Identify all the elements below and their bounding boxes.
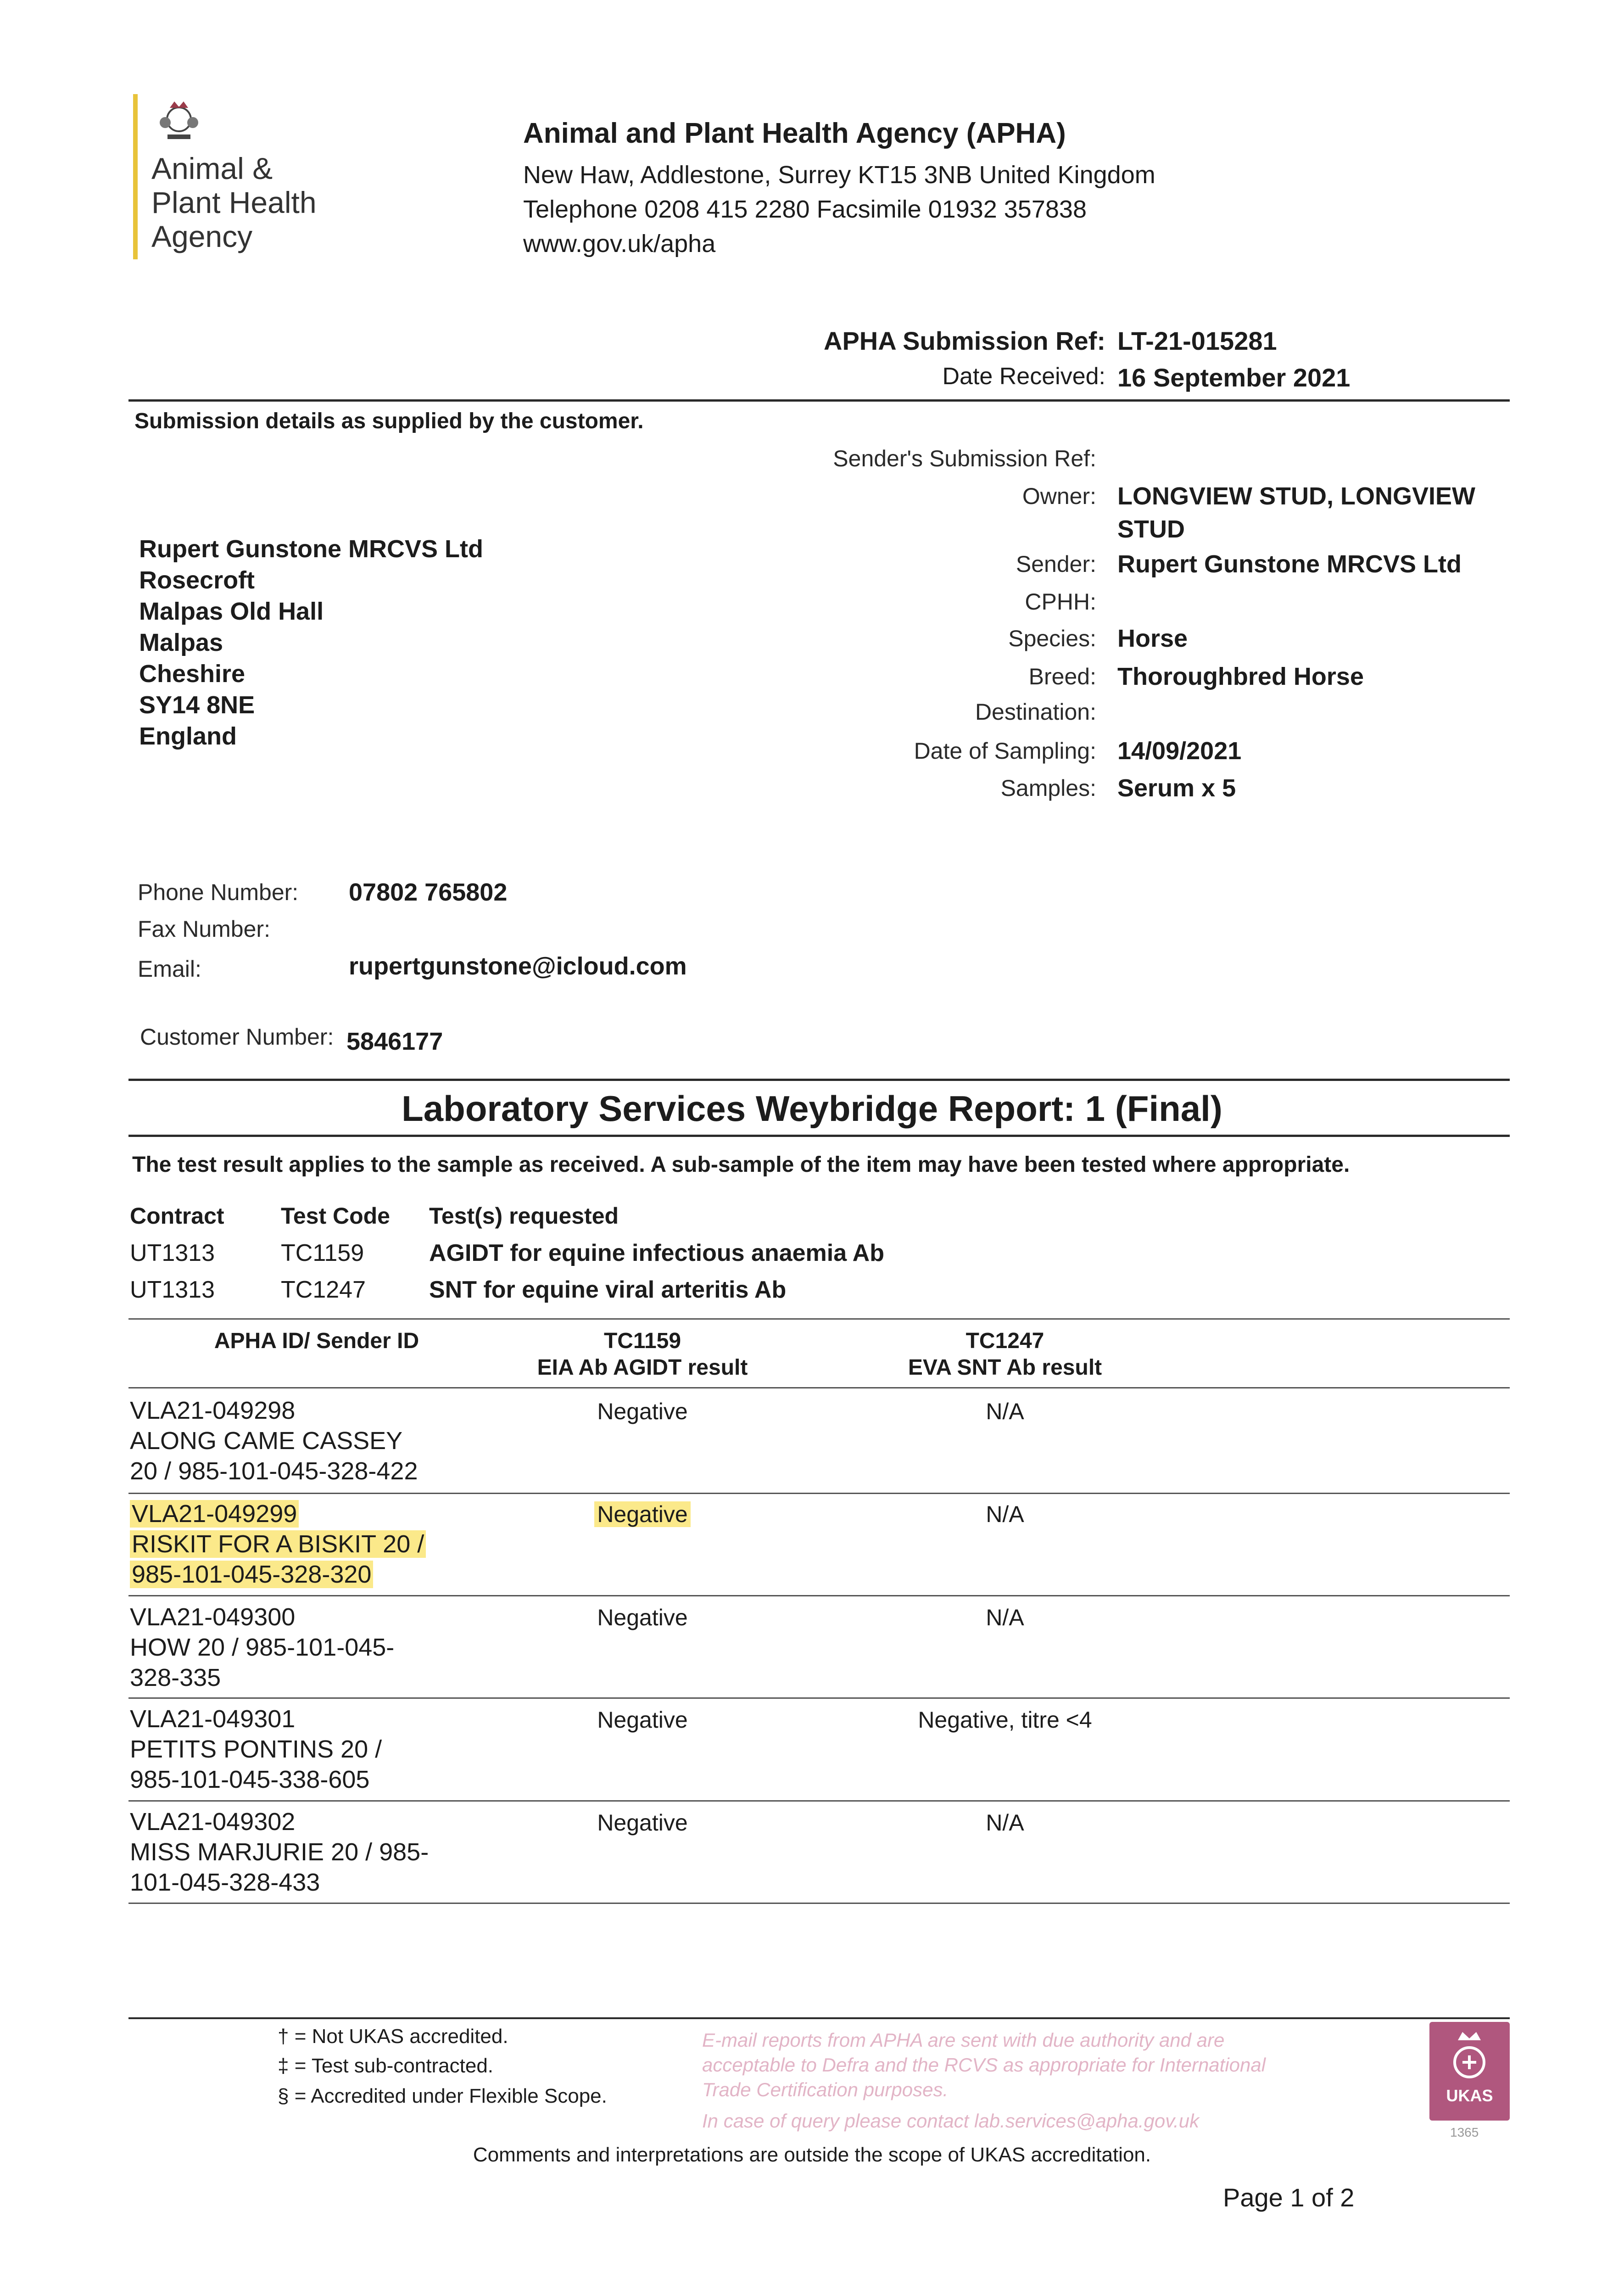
ukas-number: 1365 xyxy=(1450,2125,1479,2139)
tests-requested-header: Test(s) requested xyxy=(429,1203,619,1229)
test-requested-cell: AGIDT for equine infectious anaemia Ab xyxy=(429,1240,884,1266)
eva-result-header xyxy=(863,1328,1147,1381)
table-row xyxy=(130,1395,418,1486)
fax-label: Fax Number: xyxy=(138,916,270,942)
sender-id: 985-101-045-338-605 xyxy=(130,1766,370,1793)
agency-address: New Haw, Addlestone, Surrey KT15 3NB United Kingdom xyxy=(523,161,1155,189)
address-line: Cheshire xyxy=(139,660,246,688)
apha-id: VLA21-049299 xyxy=(130,1500,299,1528)
samples-label: Samples: xyxy=(1000,775,1096,801)
address-line: SY14 8NE xyxy=(139,691,255,719)
sender-value: Rupert Gunstone MRCVS Ltd xyxy=(1117,550,1462,578)
address-line: Rosecroft xyxy=(139,566,255,594)
table-row xyxy=(130,1807,429,1898)
sender-id: ALONG CAME CASSEY xyxy=(130,1427,403,1455)
eva-code: TC1247 xyxy=(965,1329,1044,1353)
apha-id: VLA21-049300 xyxy=(130,1603,296,1631)
eva-result: N/A xyxy=(986,1605,1024,1630)
submission-details-heading: Submission details as supplied by the customer. xyxy=(134,409,644,433)
report-title: Laboratory Services Weybridge Report: 1 (Final) xyxy=(402,1088,1222,1129)
date-received-label: Date Received: xyxy=(942,363,1105,390)
eia-result: Negative xyxy=(594,1501,690,1527)
sender-id: 20 / 985-101-045-328-422 xyxy=(130,1457,418,1485)
test-code-header: Test Code xyxy=(281,1203,390,1229)
sender-id: PETITS PONTINS 20 / xyxy=(130,1735,382,1763)
royal-crest-icon xyxy=(151,94,206,145)
sender-id-line xyxy=(130,1529,426,1559)
table-divider xyxy=(128,1318,1510,1320)
sender-label: Sender: xyxy=(1016,551,1096,577)
footnote: § = Accredited under Flexible Scope. xyxy=(278,2085,607,2107)
test-code-cell: TC1247 xyxy=(281,1276,366,1303)
eia-result: Negative xyxy=(597,1810,688,1836)
eia-title: EIA Ab AGIDT result xyxy=(537,1355,748,1380)
disclaimer-line: In case of query please contact lab.services@apha.gov.uk xyxy=(702,2110,1200,2132)
eva-result: Negative, titre <4 xyxy=(918,1707,1092,1733)
ukas-label: UKAS xyxy=(1446,2086,1493,2105)
table-divider xyxy=(128,1903,1510,1904)
apha-id-header: APHA ID/ Sender ID xyxy=(214,1329,419,1353)
contract-header: Contract xyxy=(130,1203,224,1229)
table-divider xyxy=(128,1387,1510,1388)
eia-result: Negative xyxy=(597,1707,688,1733)
agency-title: Animal and Plant Health Agency (APHA) xyxy=(523,118,1066,149)
submission-ref-label: APHA Submission Ref: xyxy=(824,326,1105,355)
eva-title: EVA SNT Ab result xyxy=(908,1355,1102,1380)
table-divider xyxy=(128,1800,1510,1802)
eva-result: N/A xyxy=(986,1399,1024,1424)
contract-cell: UT1313 xyxy=(130,1276,215,1303)
address-line: Rupert Gunstone MRCVS Ltd xyxy=(139,535,483,563)
sender-id-line xyxy=(130,1559,426,1590)
divider xyxy=(128,1135,1510,1137)
disclaimer-line: Trade Certification purposes. xyxy=(702,2079,949,2100)
owner-value-cont: STUD xyxy=(1117,515,1185,543)
phone-label: Phone Number: xyxy=(138,879,299,905)
footnote: † = Not UKAS accredited. xyxy=(278,2025,508,2048)
eva-result: N/A xyxy=(986,1501,1024,1527)
agency-telephone: Telephone 0208 415 2280 Facsimile 01932 357838 xyxy=(523,196,1087,223)
address-line: England xyxy=(139,722,237,750)
agency-website: www.gov.uk/apha xyxy=(523,230,716,257)
table-divider xyxy=(128,1493,1510,1494)
date-of-sampling-label: Date of Sampling: xyxy=(914,738,1096,764)
table-row xyxy=(130,1704,382,1795)
address-line: Malpas Old Hall xyxy=(139,598,324,625)
table-row xyxy=(130,1602,394,1693)
logo-accent-bar xyxy=(133,94,138,259)
phone-value: 07802 765802 xyxy=(349,879,508,906)
eia-result-header xyxy=(505,1328,780,1381)
ukas-badge xyxy=(1429,2022,1510,2121)
eia-result-cell xyxy=(551,1501,734,1528)
eia-result: Negative xyxy=(597,1399,688,1424)
species-label: Species: xyxy=(1008,626,1096,651)
date-of-sampling-value: 14/09/2021 xyxy=(1117,737,1242,765)
test-code-cell: TC1159 xyxy=(281,1240,364,1266)
destination-label: Destination: xyxy=(975,699,1096,725)
divider xyxy=(128,1079,1510,1081)
test-requested-cell: SNT for equine viral arteritis Ab xyxy=(429,1276,787,1303)
page-number: Page 1 of 2 xyxy=(1223,2183,1355,2212)
species-value: Horse xyxy=(1117,625,1188,652)
apha-id: VLA21-049302 xyxy=(130,1808,296,1836)
table-divider xyxy=(128,1697,1510,1699)
apha-id-line xyxy=(130,1499,426,1529)
cphh-label: CPHH: xyxy=(1025,589,1096,615)
sender-id: 985-101-045-328-320 xyxy=(130,1561,373,1588)
contract-cell: UT1313 xyxy=(130,1240,215,1266)
disclaimer-line: acceptable to Defra and the RCVS as appropriate for International xyxy=(702,2054,1266,2076)
date-received-value: 16 September 2021 xyxy=(1117,363,1351,392)
address-line: Malpas xyxy=(139,629,223,656)
email-value: rupertgunstone@icloud.com xyxy=(349,952,687,980)
owner-label: Owner: xyxy=(1022,483,1096,509)
divider xyxy=(128,399,1510,402)
table-divider xyxy=(128,1595,1510,1596)
apha-id: VLA21-049301 xyxy=(130,1705,296,1733)
sender-id: MISS MARJURIE 20 / 985- xyxy=(130,1838,429,1866)
divider xyxy=(128,2017,1510,2019)
disclaimer-line: E-mail reports from APHA are sent with due authority and are xyxy=(702,2029,1225,2051)
sender-id: 101-045-328-433 xyxy=(130,1869,320,1896)
eia-result: Negative xyxy=(597,1605,688,1630)
sender-submission-ref-label: Sender's Submission Ref: xyxy=(833,446,1096,471)
breed-value: Thoroughbred Horse xyxy=(1117,663,1364,690)
sender-id: HOW 20 / 985-101-045- xyxy=(130,1634,395,1661)
ukas-comments-note: Comments and interpretations are outside the scope of UKAS accreditation. xyxy=(473,2144,1151,2166)
agency-logo-text: Animal & Plant Health Agency xyxy=(151,151,317,253)
customer-number-value: 5846177 xyxy=(346,1028,443,1055)
eva-result: N/A xyxy=(986,1810,1024,1836)
submission-ref-value: LT-21-015281 xyxy=(1117,326,1277,355)
sender-id: RISKIT FOR A BISKIT 20 / xyxy=(130,1530,426,1558)
table-row xyxy=(130,1499,426,1590)
footnote: ‡ = Test sub-contracted. xyxy=(278,2054,494,2077)
owner-value: LONGVIEW STUD, LONGVIEW xyxy=(1117,482,1475,510)
apha-id: VLA21-049298 xyxy=(130,1397,296,1424)
eia-code: TC1159 xyxy=(603,1329,681,1353)
samples-value: Serum x 5 xyxy=(1117,774,1236,802)
email-label: Email: xyxy=(138,956,201,982)
report-note: The test result applies to the sample as received. A sub-sample of the item may have been tested where appropriate. xyxy=(132,1153,1350,1177)
customer-number-label: Customer Number: xyxy=(140,1024,334,1050)
ukas-crown-icon xyxy=(1429,2022,1510,2086)
sender-id: 328-335 xyxy=(130,1664,221,1691)
breed-label: Breed: xyxy=(1028,664,1096,689)
email-disclaimer xyxy=(702,2028,1367,2133)
